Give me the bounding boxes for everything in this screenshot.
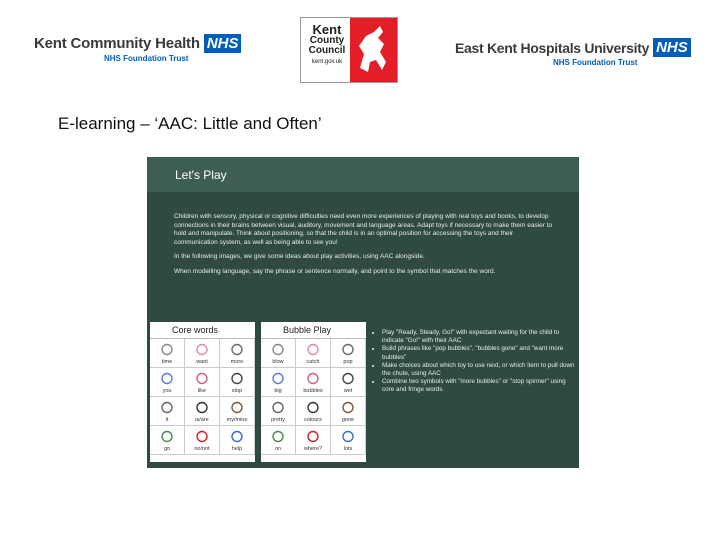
- symbol-icon: [160, 401, 175, 414]
- symbol-cell[interactable]: [261, 426, 296, 455]
- symbol-cell[interactable]: [296, 339, 331, 368]
- elearning-screenshot: [147, 157, 579, 468]
- symbol-icon: [160, 372, 175, 385]
- paragraph: In the following images, we give some ideas about play activities, using AAC alongside.: [174, 253, 425, 261]
- symbol-label: lots: [343, 446, 353, 452]
- symbol-cell[interactable]: [220, 339, 255, 368]
- kcc-line3: Council: [308, 45, 346, 56]
- symbol-label: more: [230, 359, 244, 365]
- board-title: Core words: [150, 322, 255, 339]
- symbol-icon: [195, 372, 210, 385]
- list-item: • Build phrases like "pop bubbles", "bubbles gone" and "want more bubbles": [382, 345, 577, 361]
- symbol-label: blow: [272, 359, 284, 365]
- symbol-icon: [195, 430, 210, 443]
- symbol-label: bubbles: [303, 388, 323, 394]
- kcc-line2: County: [309, 35, 345, 46]
- symbol-icon: [271, 430, 286, 443]
- east-kent-hospitals-logo: [455, 38, 691, 67]
- nhs-badge: NHS: [653, 38, 691, 57]
- symbol-icon: [306, 372, 321, 385]
- panel-header: [147, 157, 579, 192]
- symbol-cell[interactable]: [185, 397, 220, 426]
- symbol-label: pop: [343, 359, 353, 365]
- symbol-cell[interactable]: [261, 368, 296, 397]
- symbol-icon: [230, 372, 245, 385]
- symbol-icon: [306, 343, 321, 356]
- symbol-label: wet: [343, 388, 353, 394]
- symbol-cell[interactable]: [150, 339, 185, 368]
- paragraph: Children with sensory, physical or cognitive difficulties need even more experiences of playing with real toys and books, to develop connections in their brains between visual, auditory, movement and language areas. Adapt toys if necessary to make them easier to hold and manipulate. Think about positioning, so that the child is in an optimal position for accessing the toys and their communication system, as well as being able to see you!: [174, 213, 553, 246]
- symbol-label: where?: [303, 446, 323, 452]
- kent-community-health-logo: [34, 34, 241, 63]
- symbol-icon: [160, 343, 175, 356]
- symbol-label: colours: [304, 417, 322, 423]
- symbol-label: like: [197, 388, 207, 394]
- logo-name: East Kent Hospitals University: [455, 39, 650, 56]
- symbol-label: it: [165, 417, 169, 423]
- symbol-icon: [230, 430, 245, 443]
- symbol-icon: [160, 430, 175, 443]
- symbol-cell[interactable]: [296, 426, 331, 455]
- bubble-play-board: [261, 322, 366, 462]
- symbol-icon: [230, 401, 245, 414]
- symbol-cell[interactable]: [261, 339, 296, 368]
- symbol-label: pretty: [271, 417, 285, 423]
- symbol-label: on: [274, 446, 282, 452]
- symbol-cell[interactable]: [150, 397, 185, 426]
- symbol-cell[interactable]: [331, 368, 366, 397]
- symbol-label: go: [163, 446, 171, 452]
- symbol-label: you: [162, 388, 172, 394]
- logo-trust: NHS Foundation Trust: [553, 58, 638, 67]
- symbol-cell[interactable]: [185, 339, 220, 368]
- symbol-label: gone: [341, 417, 355, 423]
- symbol-label: time: [161, 359, 173, 365]
- logo-trust: NHS Foundation Trust: [104, 54, 189, 63]
- logo-name: Kent Community Health: [34, 35, 200, 52]
- symbol-cell[interactable]: [261, 397, 296, 426]
- symbol-icon: [341, 401, 356, 414]
- page-title: E-learning – ‘AAC: Little and Often’: [58, 114, 322, 133]
- symbol-cell[interactable]: [331, 339, 366, 368]
- symbol-cell[interactable]: [296, 368, 331, 397]
- intro-text: [174, 213, 554, 283]
- symbol-cell[interactable]: [185, 426, 220, 455]
- board-title: Bubble Play: [261, 322, 366, 339]
- symbol-cell[interactable]: [150, 426, 185, 455]
- nhs-badge: NHS: [204, 34, 242, 53]
- symbol-icon: [271, 343, 286, 356]
- symbol-cell[interactable]: [220, 426, 255, 455]
- symbol-cell[interactable]: [220, 397, 255, 426]
- kcc-line1: Kent: [312, 22, 342, 37]
- symbol-icon: [341, 372, 356, 385]
- kcc-url: kent.gov.uk: [311, 59, 343, 65]
- symbol-label: big: [274, 388, 282, 394]
- symbol-label: is/are: [195, 417, 209, 423]
- symbol-label: stop: [231, 388, 243, 394]
- symbol-label: no/not: [194, 446, 210, 452]
- symbol-icon: [306, 430, 321, 443]
- horse-emblem-icon: [350, 18, 397, 82]
- symbol-cell[interactable]: [220, 368, 255, 397]
- symbol-icon: [195, 401, 210, 414]
- list-item: • Play "Ready, Steady, Go!" with expectant waiting for the child to indicate "Go!" with their AAC: [382, 329, 577, 345]
- panel-heading: Let's Play: [175, 168, 227, 182]
- symbol-cell[interactable]: [296, 397, 331, 426]
- symbol-icon: [306, 401, 321, 414]
- paragraph: When modelling language, say the phrase or sentence normally, and point to the symbol that matches the word.: [174, 267, 496, 275]
- symbol-icon: [271, 401, 286, 414]
- list-item: • Combine two symbols with "more bubbles" or "stop spinner" using core and fringe words: [382, 378, 577, 394]
- symbol-label: help: [231, 446, 243, 452]
- symbol-cell[interactable]: [150, 368, 185, 397]
- symbol-label: my/mine: [226, 417, 248, 423]
- list-item: • Make choices about which toy to use next, or which item to pull down the chute, using AAC: [382, 362, 577, 378]
- kent-county-council-logo: [300, 17, 398, 83]
- symbol-icon: [341, 430, 356, 443]
- symbol-label: want: [196, 359, 208, 365]
- symbol-icon: [195, 343, 210, 356]
- symbol-label: catch: [306, 359, 320, 365]
- core-words-board: [150, 322, 255, 462]
- symbol-icon: [230, 343, 245, 356]
- symbol-icon: [271, 372, 286, 385]
- activity-list: [372, 329, 577, 395]
- symbol-cell[interactable]: [331, 397, 366, 426]
- symbol-cell[interactable]: [331, 426, 366, 455]
- symbol-icon: [341, 343, 356, 356]
- symbol-cell[interactable]: [185, 368, 220, 397]
